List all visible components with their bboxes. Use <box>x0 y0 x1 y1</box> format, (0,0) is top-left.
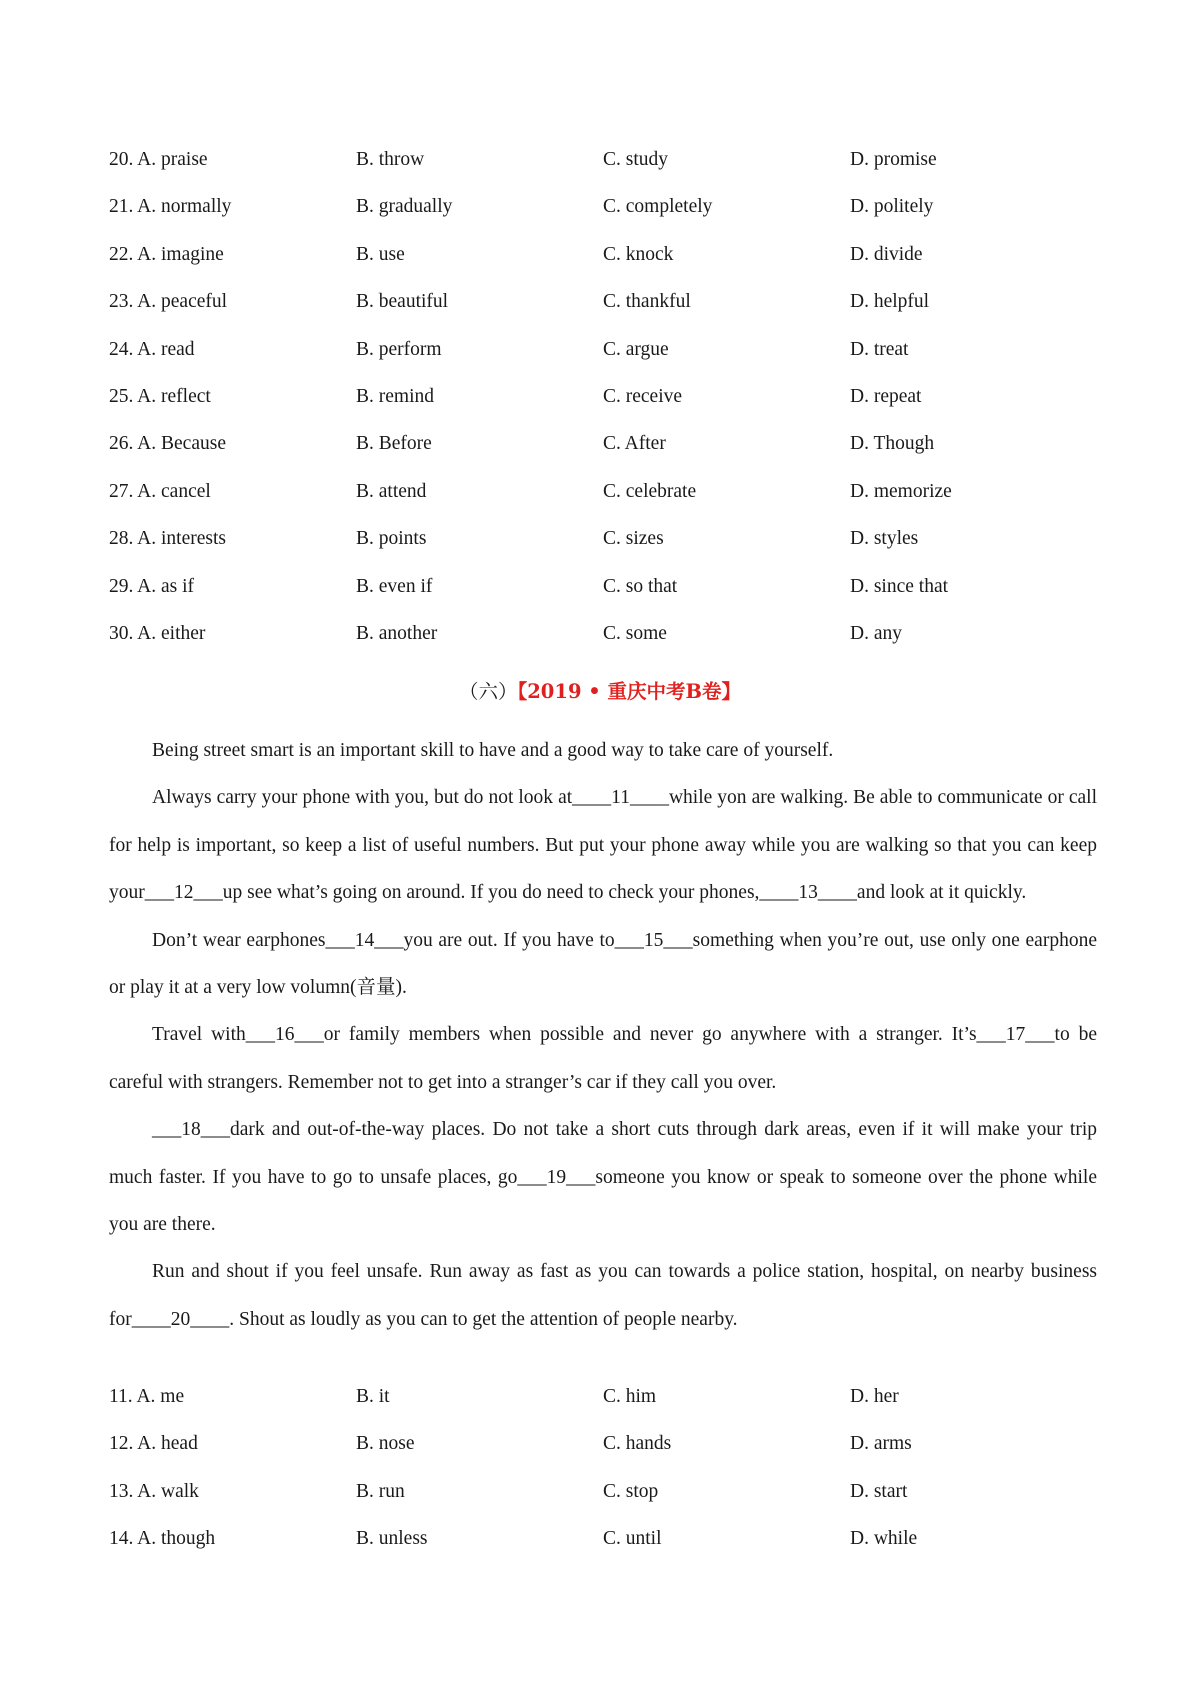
option-b: B. points <box>356 528 427 550</box>
option-c: C. study <box>603 149 669 170</box>
question-row-29 <box>109 575 1109 622</box>
question-row-27 <box>109 480 1109 527</box>
option-c: C. hands <box>603 1433 672 1455</box>
answer-options-11-14 <box>109 1385 1109 1575</box>
question-row-21 <box>109 195 1109 242</box>
option-a: 28. A. interests <box>109 528 226 550</box>
option-c: C. so that <box>603 575 678 597</box>
option-b: B. unless <box>356 1528 428 1550</box>
section-source: 【2019 • 重庆中考B卷】 <box>517 680 742 703</box>
option-a: 14. A. though <box>109 1528 216 1550</box>
question-row-30 <box>109 622 1109 669</box>
option-a: 20. A. praise <box>109 149 208 170</box>
option-d: D. memorize <box>850 480 952 502</box>
option-c: C. receive <box>603 385 683 407</box>
option-c: C. celebrate <box>603 480 697 502</box>
answer-options-20-30 <box>109 148 1109 669</box>
passage-paragraph-5: ___18___dark and out-of-the-way places. Do not take a short cuts through dark areas, even if it will make your trip much faster. If you have to go to unsafe places, go___19___someone you know or speak to someone over the phone while you are there. <box>109 1119 1097 1236</box>
passage-paragraph-6: Run and shout if you feel unsafe. Run away as fast as you can towards a police station, hospital, on nearby business for____20____. Shout as loudly as you can to get the attention of people nearby. <box>109 1261 1097 1330</box>
option-d: D. styles <box>850 528 919 550</box>
passage-paragraph-3: Don’t wear earphones___14___you are out. If you have to___15___something when you’re out, use only one earphone or play it at a very low volumn(音量). <box>109 929 1097 999</box>
option-d: D. politely <box>850 196 934 218</box>
option-b: B. it <box>356 1386 390 1407</box>
question-row-22 <box>109 243 1109 290</box>
option-d: D. repeat <box>850 385 922 407</box>
option-d: D. while <box>850 1528 918 1550</box>
cloze-passage <box>109 727 1097 1343</box>
option-a: 11. A. me <box>109 1386 185 1407</box>
option-b: B. remind <box>356 385 434 407</box>
section-heading <box>0 680 1200 704</box>
option-a: 25. A. reflect <box>109 385 211 407</box>
option-a: 13. A. walk <box>109 1480 199 1502</box>
option-d: D. arms <box>850 1433 912 1455</box>
option-d: D. helpful <box>850 291 930 313</box>
question-row-14 <box>109 1527 1109 1574</box>
question-row-11 <box>109 1385 1109 1432</box>
option-b: B. Before <box>356 433 432 455</box>
option-a: 29. A. as if <box>109 575 195 597</box>
passage-paragraph-2: Always carry your phone with you, but do not look at____11____while yon are walking. Be able to communicate or call for help is important, so keep a list of useful numbers. But put your phone away while you are walking so that you can keep your___12___up see what’s going on around. If you do need to check your phones,____13____and look at it quickly. <box>109 787 1097 904</box>
option-d: D. her <box>850 1386 899 1407</box>
question-row-23 <box>109 290 1109 337</box>
option-d: D. treat <box>850 338 909 360</box>
option-c: C. until <box>603 1528 662 1550</box>
option-a: 24. A. read <box>109 338 195 360</box>
option-c: C. sizes <box>603 528 664 550</box>
option-a: 12. A. head <box>109 1433 198 1455</box>
option-c: C. some <box>603 622 667 644</box>
option-c: C. him <box>603 1386 657 1407</box>
question-row-25 <box>109 385 1109 432</box>
option-a: 30. A. either <box>109 622 206 644</box>
question-row-20 <box>109 148 1109 195</box>
option-a: 21. A. normally <box>109 196 232 218</box>
option-c: C. thankful <box>603 291 691 313</box>
section-number: （六） <box>458 680 518 703</box>
option-d: D. promise <box>850 149 937 170</box>
option-b: B. nose <box>356 1433 415 1455</box>
option-b: B. throw <box>356 149 425 170</box>
option-c: C. argue <box>603 338 669 360</box>
option-c: C. completely <box>603 196 713 218</box>
option-a: 23. A. peaceful <box>109 291 228 313</box>
option-c: C. After <box>603 433 666 455</box>
option-b: B. another <box>356 622 438 644</box>
passage-paragraph-1: Being street smart is an important skill to have and a good way to take care of yourself. <box>152 740 834 761</box>
question-row-28 <box>109 527 1109 574</box>
option-b: B. attend <box>356 480 427 502</box>
option-a: 22. A. imagine <box>109 243 224 265</box>
option-b: B. perform <box>356 338 442 360</box>
option-b: B. even if <box>356 575 433 597</box>
option-c: C. stop <box>603 1480 659 1502</box>
option-d: D. Though <box>850 433 935 455</box>
question-row-26 <box>109 432 1109 479</box>
option-b: B. use <box>356 243 405 265</box>
option-b: B. run <box>356 1480 405 1502</box>
question-row-12 <box>109 1432 1109 1479</box>
option-d: D. start <box>850 1480 908 1502</box>
option-d: D. divide <box>850 243 923 265</box>
option-b: B. beautiful <box>356 291 449 313</box>
option-d: D. any <box>850 622 902 644</box>
question-row-13 <box>109 1480 1109 1527</box>
option-a: 26. A. Because <box>109 433 226 455</box>
passage-paragraph-4: Travel with___16___or family members when possible and never go anywhere with a stranger. It’s___17___to be careful with strangers. Remember not to get into a stranger’s car if they call you over. <box>109 1024 1097 1093</box>
option-a: 27. A. cancel <box>109 480 211 502</box>
option-b: B. gradually <box>356 196 453 218</box>
question-row-24 <box>109 338 1109 385</box>
option-d: D. since that <box>850 575 949 597</box>
option-c: C. knock <box>603 243 674 265</box>
